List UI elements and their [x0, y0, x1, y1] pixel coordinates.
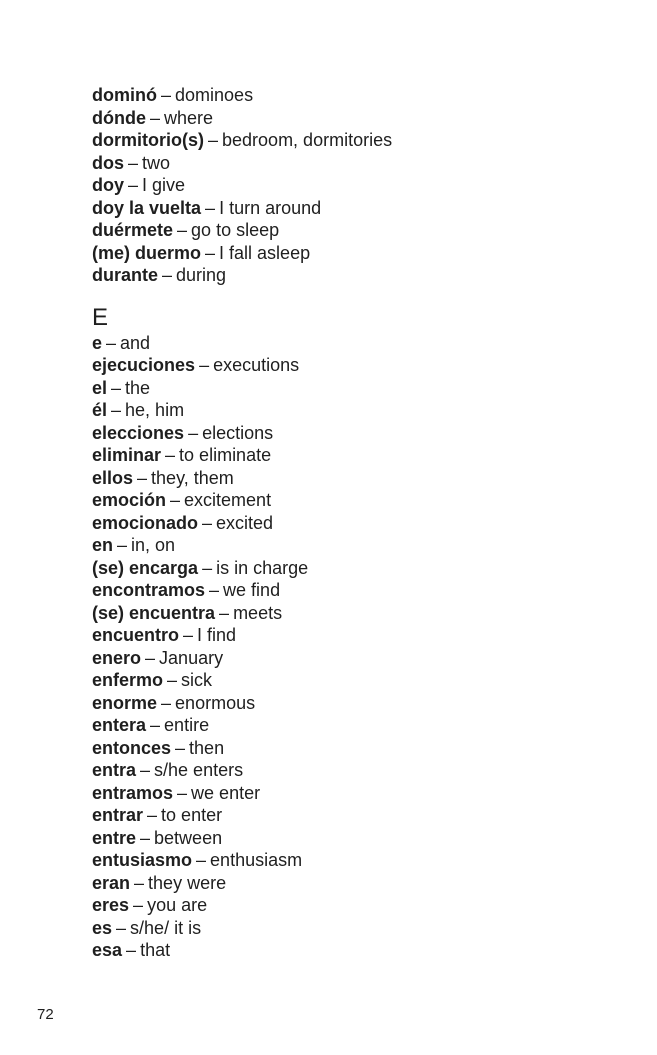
entry-term: enfermo [92, 670, 164, 690]
entry-dash: – [133, 895, 144, 915]
entry-definition: to eliminate [179, 445, 272, 465]
entry-definition: I give [142, 175, 186, 195]
glossary-entry [92, 467, 612, 490]
glossary-entry [92, 849, 612, 872]
entry-definition: between [154, 827, 223, 848]
entry-term: dominó [92, 85, 157, 105]
entry-dash: – [117, 535, 128, 555]
entry-definition: elections [202, 422, 274, 443]
entry-definition: go to sleep [191, 220, 280, 240]
glossary-entry [92, 107, 612, 130]
entry-definition: during [176, 265, 227, 285]
glossary-entry [92, 759, 612, 782]
entry-term: entra [92, 760, 137, 780]
entry-definition: excited [216, 512, 274, 533]
glossary-entry [92, 219, 612, 242]
entry-definition: sick [181, 670, 213, 690]
entry-definition: executions [213, 355, 300, 375]
entry-dash: – [128, 152, 139, 173]
entry-definition: excitement [184, 490, 272, 510]
entry-definition: s/he enters [154, 760, 244, 780]
entry-term: ellos [92, 467, 134, 488]
entry-term: doy [92, 175, 125, 195]
entry-term: eliminar [92, 445, 162, 465]
entry-dash: – [147, 805, 158, 825]
glossary-entry [92, 602, 612, 625]
entry-dash: – [134, 872, 145, 893]
entry-definition: I turn around [219, 197, 322, 218]
entry-dash: – [199, 355, 210, 375]
glossary-entry [92, 422, 612, 445]
entry-dash: – [150, 107, 161, 128]
glossary-entry [92, 264, 612, 287]
entry-definition: s/he/ it is [130, 917, 202, 938]
entry-term: en [92, 535, 114, 555]
entry-dash: – [106, 332, 117, 353]
entry-term: elecciones [92, 422, 185, 443]
entry-definition: I find [197, 625, 237, 645]
entry-term: enero [92, 647, 142, 668]
entry-definition: the [125, 377, 151, 398]
entry-term: entusiasmo [92, 850, 193, 870]
glossary-entry [92, 647, 612, 670]
entry-term: el [92, 377, 108, 398]
entry-definition: enthusiasm [210, 850, 303, 870]
glossary-entry [92, 152, 612, 175]
glossary-list-d [92, 84, 612, 287]
glossary-entry [92, 399, 612, 422]
entry-definition: entire [164, 715, 210, 735]
glossary-list-e [92, 332, 612, 962]
entry-definition: in, on [131, 535, 176, 555]
entry-term: duérmete [92, 220, 174, 240]
glossary-entry [92, 714, 612, 737]
entry-dash: – [205, 242, 216, 263]
glossary-entry [92, 354, 612, 377]
entry-term: encuentro [92, 625, 180, 645]
entry-term: entramos [92, 782, 174, 803]
entry-term: esa [92, 940, 123, 960]
entry-term: es [92, 917, 113, 938]
entry-dash: – [161, 85, 172, 105]
entry-dash: – [177, 782, 188, 803]
entry-definition: you are [147, 895, 208, 915]
entry-dash: – [175, 737, 186, 758]
entry-definition: dominoes [175, 85, 254, 105]
entry-dash: – [140, 760, 151, 780]
glossary-entry [92, 737, 612, 760]
entry-dash: – [111, 377, 122, 398]
entry-term: entonces [92, 737, 172, 758]
entry-dash: – [116, 917, 127, 938]
entry-definition: is in charge [216, 557, 309, 578]
entry-term: dormitorio(s) [92, 130, 204, 150]
entry-term: emoción [92, 490, 167, 510]
entry-dash: – [161, 692, 172, 713]
entry-definition: I fall asleep [219, 242, 311, 263]
entry-dash: – [111, 400, 122, 420]
entry-dash: – [188, 422, 199, 443]
entry-term: eres [92, 895, 130, 915]
entry-term: (me) duermo [92, 242, 202, 263]
entry-dash: – [183, 625, 194, 645]
glossary-entry [92, 624, 612, 647]
glossary-entry [92, 242, 612, 265]
glossary-entry [92, 827, 612, 850]
entry-term: entera [92, 715, 147, 735]
entry-definition: and [120, 332, 151, 353]
entry-term: eran [92, 872, 131, 893]
entry-definition: we find [223, 580, 281, 600]
glossary-entry [92, 197, 612, 220]
glossary-entry [92, 444, 612, 467]
entry-dash: – [126, 940, 137, 960]
entry-dash: – [209, 580, 220, 600]
entry-dash: – [128, 175, 139, 195]
glossary-entry [92, 489, 612, 512]
glossary-entry [92, 782, 612, 805]
glossary-entry [92, 669, 612, 692]
entry-term: durante [92, 265, 159, 285]
entry-dash: – [177, 220, 188, 240]
entry-term: él [92, 400, 108, 420]
glossary-entry [92, 692, 612, 715]
entry-dash: – [167, 670, 178, 690]
entry-term: entre [92, 827, 137, 848]
entry-dash: – [165, 445, 176, 465]
glossary-entry [92, 377, 612, 400]
entry-dash: – [170, 490, 181, 510]
page-number: 72 [37, 1006, 54, 1023]
glossary [92, 84, 612, 962]
glossary-entry [92, 534, 612, 557]
entry-term: dos [92, 152, 125, 173]
glossary-entry [92, 174, 612, 197]
glossary-entry [92, 579, 612, 602]
entry-definition: where [164, 107, 214, 128]
entry-dash: – [202, 557, 213, 578]
glossary-entry [92, 84, 612, 107]
entry-definition: then [189, 737, 225, 758]
glossary-entry [92, 332, 612, 355]
entry-term: doy la vuelta [92, 197, 202, 218]
entry-dash: – [202, 512, 213, 533]
entry-definition: they were [148, 872, 227, 893]
entry-term: entrar [92, 805, 144, 825]
entry-definition: they, them [151, 467, 234, 488]
entry-term: enorme [92, 692, 158, 713]
entry-definition: two [142, 152, 171, 173]
entry-dash: – [137, 467, 148, 488]
entry-term: encontramos [92, 580, 206, 600]
entry-definition: enormous [175, 692, 256, 713]
entry-dash: – [205, 197, 216, 218]
section-letter-e: E [92, 303, 109, 331]
glossary-entry [92, 804, 612, 827]
entry-definition: meets [233, 602, 283, 623]
entry-definition: he, him [125, 400, 185, 420]
entry-definition: bedroom, dormitories [222, 130, 393, 150]
glossary-entry [92, 939, 612, 962]
entry-term: (se) encarga [92, 557, 199, 578]
entry-definition: we enter [191, 782, 261, 803]
entry-term: emocionado [92, 512, 199, 533]
glossary-entry [92, 872, 612, 895]
glossary-entry [92, 917, 612, 940]
entry-definition: to enter [161, 805, 223, 825]
entry-dash: – [208, 130, 219, 150]
glossary-entry [92, 512, 612, 535]
entry-dash: – [150, 715, 161, 735]
glossary-entry [92, 894, 612, 917]
entry-dash: – [140, 827, 151, 848]
glossary-entry [92, 557, 612, 580]
entry-term: (se) encuentra [92, 602, 216, 623]
entry-term: ejecuciones [92, 355, 196, 375]
entry-dash: – [219, 602, 230, 623]
entry-term: e [92, 332, 103, 353]
glossary-entry [92, 129, 612, 152]
entry-term: dónde [92, 107, 146, 128]
entry-definition: January [159, 647, 224, 668]
entry-dash: – [196, 850, 207, 870]
entry-dash: – [162, 265, 173, 285]
entry-definition: that [140, 940, 171, 960]
entry-dash: – [145, 647, 156, 668]
